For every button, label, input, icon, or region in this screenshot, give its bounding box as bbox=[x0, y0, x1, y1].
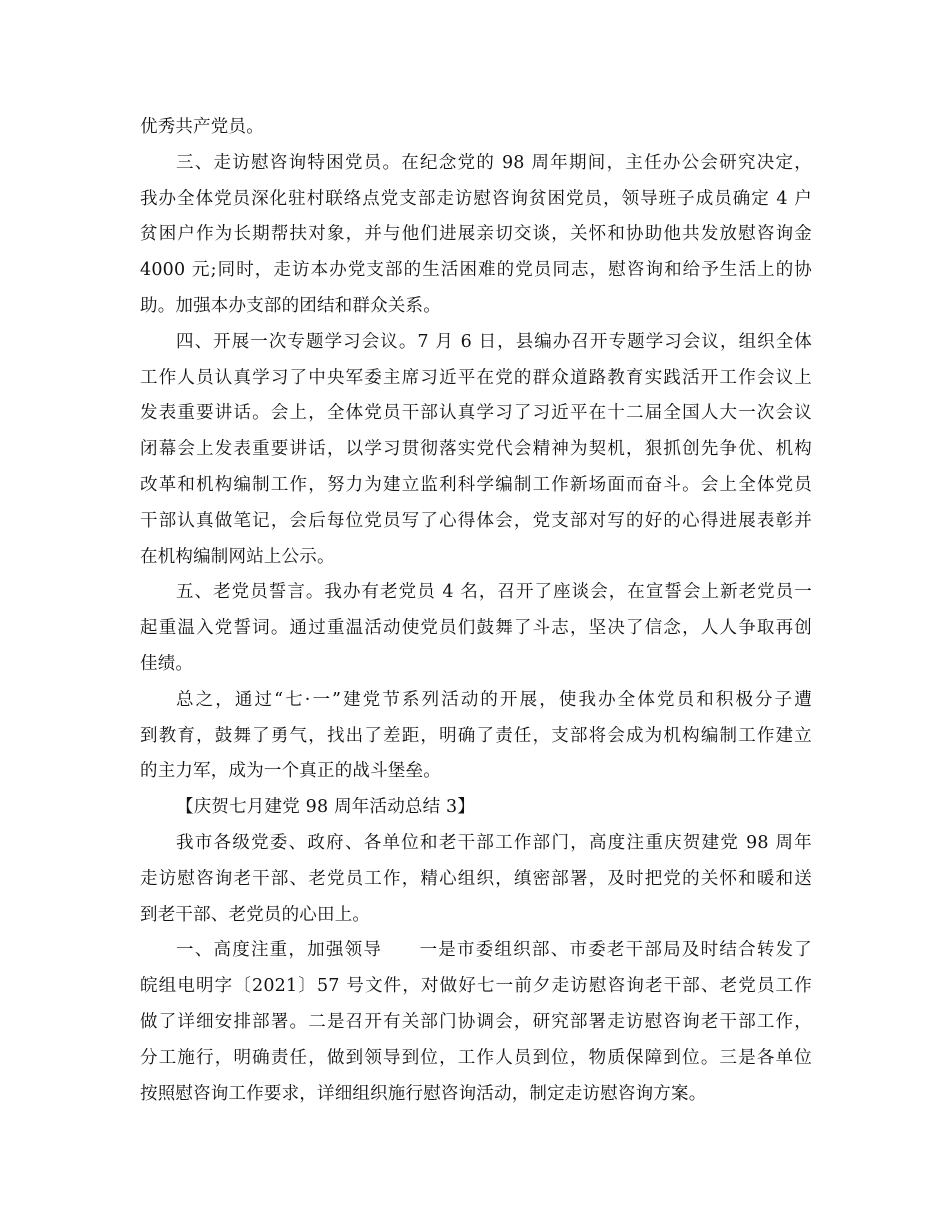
text-line: 我办全体党员深化驻村联络点党支部走访慰咨询贫困党员，领导班子成员确定 4 户 bbox=[140, 188, 812, 209]
paragraph-leadership bbox=[140, 933, 812, 1112]
text-line: 我市各级党委、政府、各单位和老干部工作部门，高度注重庆贺建党 98 周年 bbox=[176, 832, 812, 853]
text-line: 四、开展一次专题学习会议。7 月 6 日，县编办召开专题学习会议，组织全体 bbox=[176, 331, 812, 352]
text-line: 起重温入党誓词。通过重温活动使党员们鼓舞了斗志，坚决了信念，人人争取再创 bbox=[140, 618, 812, 639]
text-line: 贫困户作为长期帮扶对象，并与他们进展亲切交谈，关怀和协助他共发放慰咨询金 bbox=[140, 224, 812, 245]
text-line: 工作人员认真学习了中央军委主席习近平在党的群众道路教育实践活开工作会议上 bbox=[140, 367, 812, 388]
text-line: 的主力军，成为一个真正的战斗堡垒。 bbox=[140, 761, 441, 782]
paragraph-study-meeting bbox=[140, 325, 812, 576]
text-line: 改革和机构编制工作，努力为建立监利科学编制工作新场面而奋斗。会上全体党员 bbox=[140, 474, 812, 495]
paragraph-oath bbox=[140, 575, 812, 682]
text-line: 走访慰咨询老干部、老党员工作，精心组织，缜密部署，及时把党的关怀和暖和送 bbox=[140, 868, 812, 889]
document-page bbox=[140, 110, 812, 1112]
text-line: 做了详细安排部署。二是召开有关部门协调会，研究部署走访慰咨询老干部工作， bbox=[140, 1011, 812, 1032]
text-line: 助。加强本办支部的团结和群众关系。 bbox=[140, 295, 441, 316]
text-line: 干部认真做笔记，会后每位党员写了心得体会，党支部对写的好的心得进展表彰并 bbox=[140, 510, 812, 531]
text-line: 在机构编制网站上公示。 bbox=[140, 546, 335, 567]
paragraph-tail bbox=[140, 110, 812, 146]
text-line: 优秀共产党员。 bbox=[140, 117, 264, 137]
text-line: 一、高度注重，加强领导 一是市委组织部、市委老干部局及时结合转发了 bbox=[176, 940, 812, 961]
paragraph-visit-poor-members bbox=[140, 146, 812, 325]
section-heading bbox=[140, 790, 812, 826]
text-line: 皖组电明字〔2021〕57 号文件，对做好七一前夕走访慰咨询老干部、老党员工作 bbox=[140, 976, 812, 997]
text-line: 到老干部、老党员的心田上。 bbox=[140, 904, 371, 925]
text-line: 总之，通过“七·一”建党节系列活动的开展，使我办全体党员和积极分子遭 bbox=[176, 689, 812, 710]
text-line: 4000 元;同时，走访本办党支部的生活困难的党员同志，慰咨询和给予生活上的协 bbox=[140, 260, 812, 281]
heading-line: 【庆贺七月建党 98 周年活动总结 3】 bbox=[176, 797, 476, 818]
text-line: 五、老党员誓言。我办有老党员 4 名，召开了座谈会，在宣誓会上新老党员一 bbox=[176, 582, 812, 603]
paragraph-intro bbox=[140, 826, 812, 933]
text-line: 三、走访慰咨询特困党员。在纪念党的 98 周年期间，主任办公会研究决定， bbox=[176, 152, 812, 173]
text-line: 到教育，鼓舞了勇气，找出了差距，明确了责任，支部将会成为机构编制工作建立 bbox=[140, 725, 812, 746]
text-line: 闭幕会上发表重要讲话，以学习贯彻落实党代会精神为契机，狠抓创先争优、机构 bbox=[140, 439, 812, 460]
text-line: 按照慰咨询工作要求，详细组织施行慰咨询活动，制定走访慰咨询方案。 bbox=[140, 1083, 707, 1104]
text-line: 佳绩。 bbox=[140, 653, 194, 674]
paragraph-summary bbox=[140, 683, 812, 790]
text-line: 分工施行，明确责任，做到领导到位，工作人员到位，物质保障到位。三是各单位 bbox=[140, 1047, 812, 1068]
text-line: 发表重要讲话。会上，全体党员干部认真学习了习近平在十二届全国人大一次会议 bbox=[140, 403, 812, 424]
